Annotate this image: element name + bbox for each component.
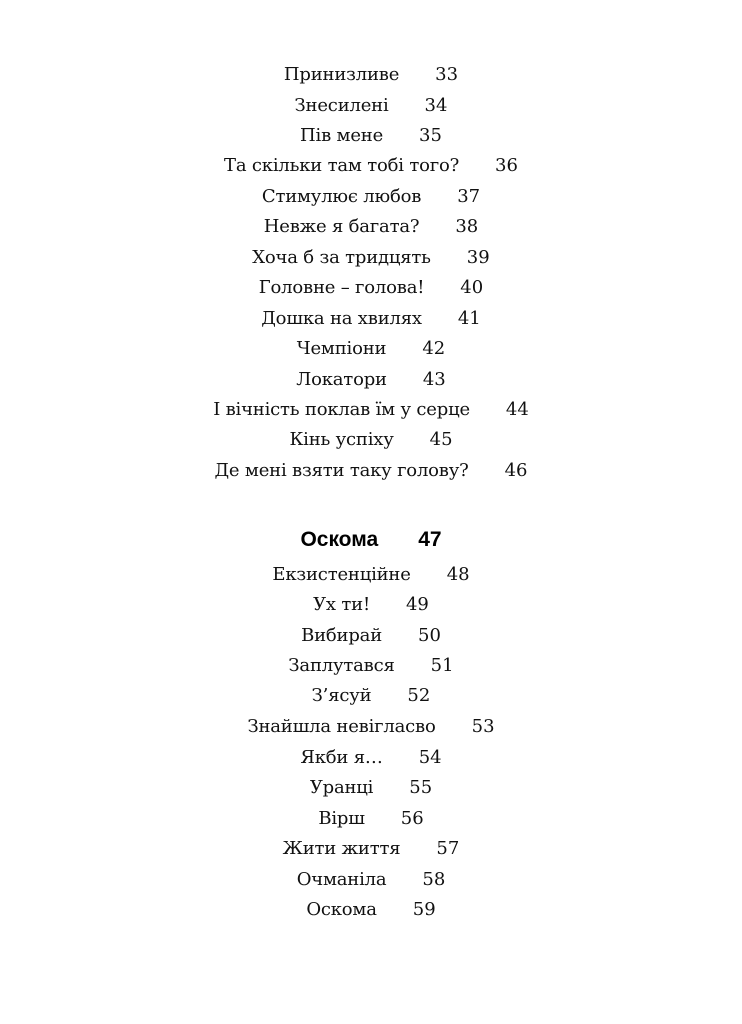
- toc-entry-title: Пів мене: [300, 125, 384, 146]
- toc-entry-page: 50: [418, 625, 441, 646]
- toc-entry: [0, 747, 742, 769]
- toc-entry-title: Якби я…: [300, 747, 383, 768]
- toc-entry: [0, 277, 742, 299]
- section-page: 47: [418, 528, 442, 551]
- toc-entry: [0, 869, 742, 891]
- toc-entry-page: 49: [405, 594, 429, 615]
- toc-entry-page: 46: [504, 460, 528, 481]
- toc-entry: [0, 64, 742, 86]
- toc-entry-page: 39: [466, 247, 490, 268]
- toc-entry: [0, 308, 742, 330]
- toc-entry-title: Ух ти!: [313, 594, 370, 615]
- toc-entry-title: Чемпіони: [296, 338, 387, 359]
- toc-entry-title: Знесилені: [294, 95, 389, 116]
- toc-entry-title: Кінь успіху: [289, 429, 394, 450]
- toc-entry: [0, 460, 742, 482]
- toc-entry-title: Де мені взяти таку голову?: [214, 460, 469, 481]
- section-heading: [0, 528, 742, 552]
- toc-entry: [0, 399, 742, 421]
- toc-entry-page: 51: [430, 655, 454, 676]
- toc-entry-title: Головне – голова!: [258, 277, 425, 298]
- toc-entry: [0, 247, 742, 269]
- toc-entry-page: 42: [422, 338, 446, 359]
- toc-entry-title: Вірш: [318, 808, 365, 829]
- toc-entry-page: 36: [495, 155, 518, 176]
- toc-entry-page: 45: [429, 429, 453, 450]
- toc-entry: [0, 125, 742, 147]
- toc-entry: [0, 186, 742, 208]
- toc-entry: [0, 777, 742, 799]
- toc-entry: [0, 155, 742, 177]
- toc-entry-title: І вічність поклав їм у серце: [213, 399, 470, 420]
- toc-entry: [0, 655, 742, 677]
- toc-entry-title: Уранці: [309, 777, 374, 798]
- toc-entry-page: 53: [471, 716, 495, 737]
- toc-entry-title: Жити життя: [282, 838, 401, 859]
- toc-entry-title: Невже я багата?: [263, 216, 420, 237]
- toc-entry-page: 48: [446, 564, 470, 585]
- toc-entry-title: Та скільки там тобі того?: [224, 155, 460, 176]
- toc-entry-title: Хоча б за тридцять: [252, 247, 431, 268]
- toc-entry-page: 33: [435, 64, 459, 85]
- toc-entry-page: 59: [412, 899, 436, 920]
- toc-entry-page: 57: [436, 838, 460, 859]
- toc-entry-page: 44: [505, 399, 529, 420]
- toc-entry: [0, 716, 742, 738]
- toc-entry: [0, 808, 742, 830]
- toc-entry: [0, 429, 742, 451]
- toc-entry-title: Оскома: [306, 899, 377, 920]
- toc-entry: [0, 685, 742, 707]
- toc-entry-page: 55: [409, 777, 433, 798]
- toc-entry: [0, 838, 742, 860]
- toc-entry: [0, 369, 742, 391]
- toc-entry-title: Вибирай: [301, 625, 382, 646]
- toc-entry-title: Заплутався: [288, 655, 395, 676]
- toc-entry: [0, 216, 742, 238]
- toc-entry: [0, 594, 742, 616]
- toc-entry-page: 34: [424, 95, 448, 116]
- toc-entry-page: 58: [422, 869, 446, 890]
- toc-entry-page: 43: [422, 369, 446, 390]
- toc-entry-page: 38: [455, 216, 479, 237]
- toc-entry-title: Дошка на хвилях: [261, 308, 422, 329]
- toc-entry-page: 41: [457, 308, 481, 329]
- toc-entry-title: Екзистенційне: [272, 564, 411, 585]
- toc-entry: [0, 625, 742, 647]
- toc-entry-title: Принизливе: [283, 64, 400, 85]
- toc-entry: [0, 338, 742, 360]
- toc-entry-page: 54: [418, 747, 442, 768]
- toc-entry-page: 52: [407, 685, 431, 706]
- toc-entry-title: З’ясуй: [311, 685, 372, 706]
- section-title: Оскома: [300, 528, 379, 551]
- toc-entry-page: 37: [457, 186, 481, 207]
- toc-entry-page: 40: [460, 277, 484, 298]
- toc-entry: [0, 95, 742, 117]
- toc-entry: [0, 564, 742, 586]
- toc-entry-title: Локатори: [296, 369, 387, 390]
- toc-entry-title: Очманіла: [296, 869, 387, 890]
- toc-entry-page: 56: [400, 808, 424, 829]
- toc-entry-page: 35: [419, 125, 442, 146]
- toc-entry-title: Стимулює любов: [261, 186, 422, 207]
- toc-entry: [0, 899, 742, 921]
- toc-entry-title: Знайшла невігласво: [247, 716, 436, 737]
